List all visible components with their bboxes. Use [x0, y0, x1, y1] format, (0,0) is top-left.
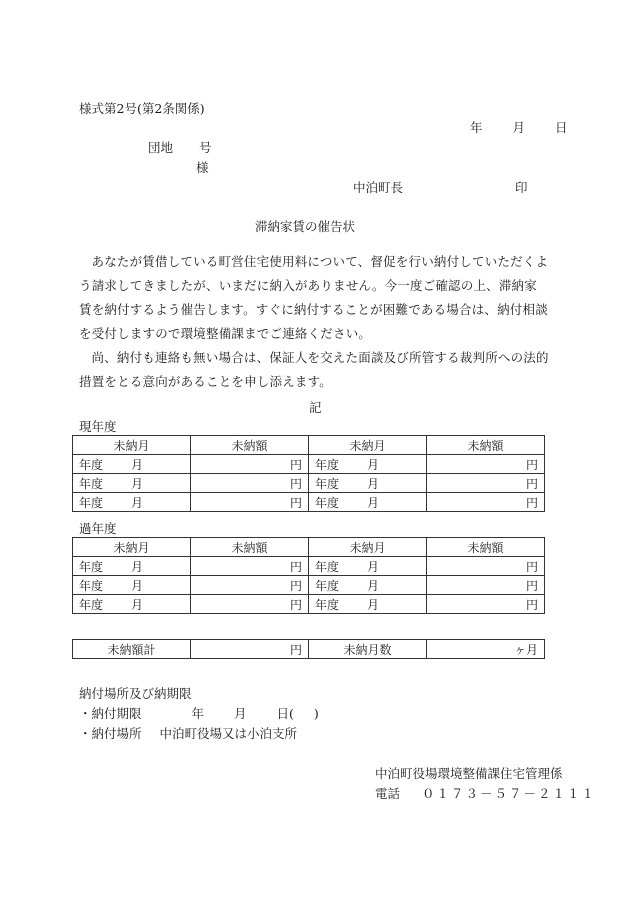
month-cell[interactable]: 年度 月 — [73, 576, 191, 595]
totals-table — [72, 639, 545, 659]
total-months-cell[interactable]: ヶ月 — [427, 640, 545, 659]
form-number: 様式第2号(第2条関係) — [79, 101, 205, 116]
month-cell[interactable]: 年度 月 — [309, 493, 427, 512]
place-value: 中泊町役場又は小泊支所 — [159, 726, 297, 741]
past-year-table — [72, 537, 545, 614]
table-header-row — [73, 436, 545, 455]
header-cell: 未納額 — [191, 436, 309, 455]
header-cell: 未納月 — [309, 436, 427, 455]
month-cell[interactable]: 年度 月 — [309, 557, 427, 576]
table-row — [73, 557, 545, 576]
contact-phone — [375, 784, 596, 802]
table-row — [73, 493, 545, 512]
date-month: 月 — [512, 120, 525, 135]
phone-number: ０１７３－５７－２１１１ — [421, 786, 596, 801]
addressee-danchi — [148, 138, 212, 156]
body-paragraph-2: 尚、納付も連絡も無い場合は、保証人を交えた面談及び所管する裁判所への法的措置をとる意向があることを申し添えます。 — [79, 350, 549, 389]
amount-cell[interactable]: 円 — [427, 557, 545, 576]
date-day: 日 — [554, 120, 568, 135]
sender-name: 中泊町長 — [353, 180, 404, 195]
header-cell: 未納月 — [309, 538, 427, 557]
table-row — [73, 455, 545, 474]
header-cell: 未納額 — [427, 538, 545, 557]
deadline-label: ・納付期限 — [79, 706, 142, 721]
seal-mark: 印 — [515, 180, 528, 195]
contact-office: 中泊町役場環境整備課住宅管理係 — [375, 766, 563, 781]
body-text — [79, 250, 549, 394]
deadline-line — [79, 704, 319, 722]
deadline-month: 月 — [233, 706, 247, 721]
month-cell[interactable]: 年度 月 — [309, 455, 427, 474]
go-label: 号 — [198, 140, 212, 155]
month-cell[interactable]: 年度 月 — [73, 557, 191, 576]
document-title: 滞納家賃の催告状 — [255, 219, 356, 234]
current-year-label: 現年度 — [79, 419, 117, 434]
current-year-table — [72, 435, 545, 512]
month-cell[interactable]: 年度 月 — [73, 595, 191, 614]
danchi-label: 団地 — [148, 140, 174, 155]
total-amount-label: 未納額計 — [73, 640, 191, 659]
amount-cell[interactable]: 円 — [191, 455, 309, 474]
amount-cell[interactable]: 円 — [427, 595, 545, 614]
ki-label: 記 — [309, 400, 322, 415]
header-cell: 未納月 — [73, 436, 191, 455]
amount-cell[interactable]: 円 — [191, 474, 309, 493]
amount-cell[interactable]: 円 — [427, 455, 545, 474]
month-cell[interactable]: 年度 月 — [309, 595, 427, 614]
phone-label: 電話 — [375, 786, 401, 801]
amount-cell[interactable]: 円 — [191, 557, 309, 576]
payment-heading: 納付場所及び納期限 — [79, 686, 192, 701]
deadline-close: ) — [313, 706, 319, 721]
amount-cell[interactable]: 円 — [191, 576, 309, 595]
body-paragraph-1: あなたが賃借している町営住宅使用料について、督促を行い納付していただくよう請求してきましたが、いまだに納入がありません。今一度ご確認の上、滞納家賃を納付するよう催告します。すぐに納付することが困難である場合は、納付相談を受付しますので環境整備課までご連絡ください。 — [79, 254, 549, 341]
place-line — [79, 724, 297, 742]
amount-cell[interactable]: 円 — [427, 493, 545, 512]
date-line — [470, 118, 567, 136]
month-cell[interactable]: 年度 月 — [309, 474, 427, 493]
month-cell[interactable]: 年度 月 — [309, 576, 427, 595]
month-cell[interactable]: 年度 月 — [73, 493, 191, 512]
table-row — [73, 576, 545, 595]
past-year-label: 過年度 — [79, 521, 117, 536]
header-cell: 未納額 — [191, 538, 309, 557]
month-cell[interactable]: 年度 月 — [73, 474, 191, 493]
header-cell: 未納月 — [73, 538, 191, 557]
date-year: 年 — [470, 120, 483, 135]
amount-cell[interactable]: 円 — [191, 595, 309, 614]
total-amount-cell[interactable]: 円 — [191, 640, 309, 659]
header-cell: 未納額 — [427, 436, 545, 455]
amount-cell[interactable]: 円 — [191, 493, 309, 512]
table-header-row — [73, 538, 545, 557]
addressee-sama: 様 — [196, 160, 209, 175]
deadline-day: 日( — [276, 706, 294, 721]
amount-cell[interactable]: 円 — [427, 474, 545, 493]
month-cell[interactable]: 年度 月 — [73, 455, 191, 474]
table-row — [73, 595, 545, 614]
table-row — [73, 474, 545, 493]
totals-row — [73, 640, 545, 659]
deadline-year: 年 — [191, 706, 204, 721]
amount-cell[interactable]: 円 — [427, 576, 545, 595]
total-months-label: 未納月数 — [309, 640, 427, 659]
place-label: ・納付場所 — [79, 726, 142, 741]
